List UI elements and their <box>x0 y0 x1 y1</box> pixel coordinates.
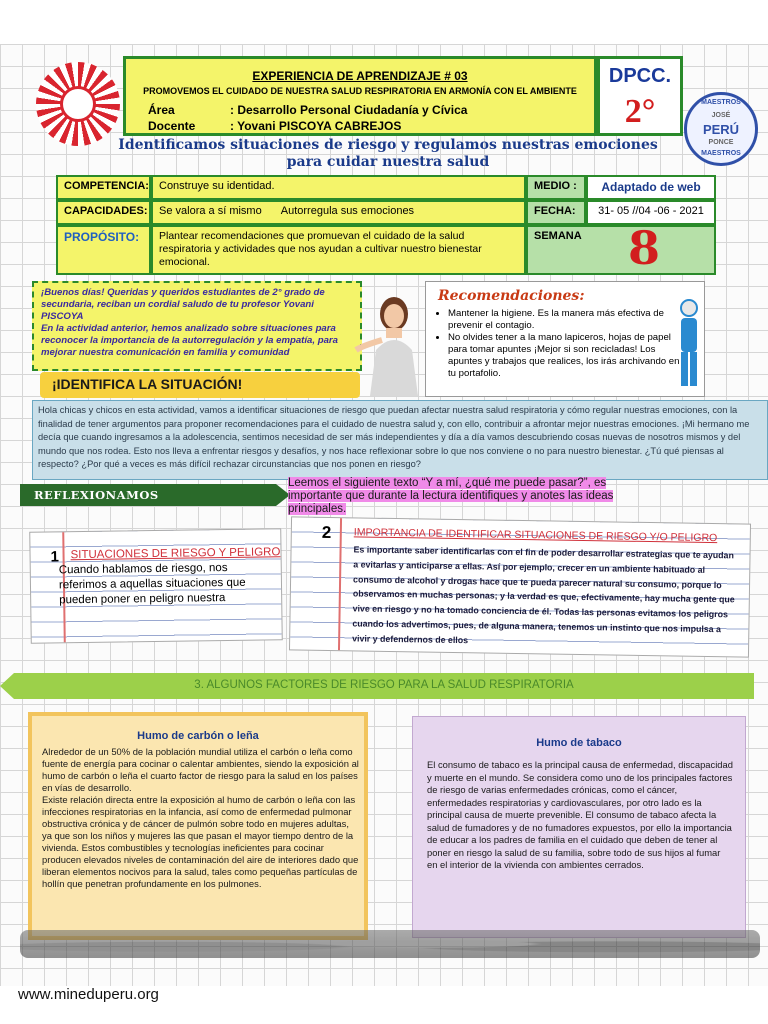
course-name: DPCC. <box>608 65 672 87</box>
note2-body: Es importante saber identificarlas con el fin de poder desarrollar estrategias que te ayudan a evitarlas y anticiparse a ellas. Así por ejemplo, crecer en un ambiente habituado al consumo de alcohol y drogas hace que te pueda parecer natural su consumo, porque lo observamos en muchas personas; y la verdad es que, efectivamente, hay mucha gente que vive en riesgo y no ha tomado conciencia de él. Todas las personas evitamos los peligros cuando los advertimos, pues, de alguna manera, tenemos un instinto que nos impulsa a vivir y defendernos de ellos <box>352 544 735 645</box>
recommendations-title: Recomendaciones: <box>438 288 585 304</box>
card-charcoal-smoke <box>28 712 368 940</box>
note-card-importance <box>289 516 751 657</box>
seal-country: PERÚ <box>702 122 740 137</box>
header-box <box>123 56 597 136</box>
note-card-situations <box>29 528 283 644</box>
footer-website: www.mineduperu.org <box>18 986 159 1003</box>
recommendation-item: • No olvides tener a la mano lapiceros, hojas de papel para tomar apuntes ¡Mejor si son recicladas! Los apuntes y trabajos que realices, los irás archivando en tu portafolio. <box>448 332 683 380</box>
semana-number: 8 <box>628 221 661 275</box>
note2-title: IMPORTANCIA DE IDENTIFICAR SITUACIONES DE RIESGO Y/O PELIGRO <box>353 526 718 545</box>
card-charcoal-title: Humo de carbón o leña <box>137 730 259 742</box>
card-tobacco-body: El consumo de tabaco es la principal causa de enfermedad, discapacidad y muerte en el mundo. Se considera como uno de los principales factores de riesgo de varias enfermedades crónicas, como el cáncer, enfermedades respiratorias y cardiovasculares, por otro lado es la principal causa de muerte prevenible. El consumo de tabaco afecta la salud de fumadores y de no fumadores expuestos, por ello la importancia de educar a los padres de familia en el cuidado que deben de tener al poner en riesgo la salud de su familia, sobre todo de sus hijos al fumar en el interior de la vivienda con ambientes cerrados. <box>427 759 733 870</box>
seal-name: JOSÉ <box>711 112 731 119</box>
factors-ribbon <box>14 673 754 699</box>
capacidad-2: Autorregula sus emociones <box>280 205 415 217</box>
intro-text: Hola chicas y chicos en esta actividad, vamos a identificar situaciones de riesgo que puedan afectar nuestra salud respiratoria y cómo regular nuestras emociones, con la finalidad de tener argumentos para proponer recomendaciones para el cuidado de nuestra salud y, con ello, contribuir a afrontar mejor nuestras emociones. ¡Mi hermano me decía que cuando ingresamos a la adolescencia, sentimos necesidad de ser más independientes y día a día vamos descubriendo cosas nuevas de nosotros mismos y del mundo que nos rodea. Esto nos lleva a enfrentar riesgos y desafíos, y nos hace reflexionar sobre lo que nos conviene o no para nuestro bienestar. ¿Tú qué piensas al respecto? ¿Por qué a veces es más difícil rechazar circunstancias que nos ponen en riesgo? <box>32 400 768 480</box>
title-line-2: para cuidar nuestra salud <box>286 154 490 170</box>
seal-bottom-text: PONCE <box>708 139 734 146</box>
note1-number: 1 <box>50 548 60 566</box>
recommendation-item: • Mantener la higiene. Es la manera más efectiva de prevenir el contagio. <box>448 308 683 332</box>
nurse-illustration <box>674 298 704 390</box>
reflexionamos-text: REFLEXIONAMOS <box>34 488 159 502</box>
recommendations-card <box>425 281 705 397</box>
capacidades-label: CAPACIDADES: <box>56 200 151 225</box>
medio-label: MEDIO : <box>526 175 586 200</box>
reflexionamos-banner <box>20 484 276 506</box>
competencia-label: COMPETENCIA: <box>56 175 151 200</box>
note1-title: SITUACIONES DE RIESGO Y PELIGRO <box>70 546 281 562</box>
area-value: : Desarrollo Personal Ciudadanía y Cívica <box>230 103 468 117</box>
semana-label: SEMANA <box>534 230 582 242</box>
factors-title: 3. ALGUNOS FACTORES DE RIESGO PARA LA SALUD RESPIRATORIA <box>194 679 574 691</box>
reading-instruction <box>288 477 640 515</box>
fecha-label: FECHA: <box>526 200 586 225</box>
course-box <box>597 56 683 136</box>
semana-box <box>526 221 716 275</box>
fecha-value: 31- 05 //04 -06 - 2021 <box>586 200 716 225</box>
reading-instruction-text: Leemos el siguiente texto “Y a mí, ¿qué me puede pasar?”, es importante que durante la lectura identifiques y anotes las ideas principales. <box>288 477 614 515</box>
teacher-value: : Yovani PISCOYA CABREJOS <box>230 119 402 133</box>
card-tobacco-title: Humo de tabaco <box>536 737 622 749</box>
seal-bottom-text-2: MAESTROS <box>701 150 741 157</box>
area-label: Área <box>148 103 175 117</box>
teacher-seal-logo <box>684 92 758 166</box>
identifica-banner-text: ¡IDENTIFICA LA SITUACIÓN! <box>52 376 243 392</box>
experience-title: EXPERIENCIA DE APRENDIZAJE # 03 <box>252 69 468 83</box>
proposito-value: Plantear recomendaciones que promuevan el cuidado de la salud respiratoria y actividades que nos ayudan a cultivar nuestro bienestar emocional. <box>151 225 526 275</box>
seal-top-text: MAESTROS <box>701 99 741 106</box>
recommendations-list <box>426 308 683 380</box>
grade: 2° <box>624 93 656 130</box>
capacidades-value <box>151 200 526 225</box>
greeting-card: ¡Buenos días! Queridas y queridos estudiantes de 2° grado de secundaria, reciban un cordial saludo de tu profesor Yovani PISCOYA En la actividad anterior, hemos analizado sobre situaciones para reconocer la importancia de la autorregulación y la empatía, para mejorar nuestra comunicación en familia y comunidad <box>32 281 362 371</box>
card-tobacco-smoke <box>412 716 746 938</box>
page-title <box>116 137 660 171</box>
medio-value: Adaptado de web <box>586 175 716 200</box>
institution-logo <box>36 62 120 146</box>
presenter-illustration <box>352 290 430 396</box>
experience-subtitle: PROMOVEMOS EL CUIDADO DE NUESTRA SALUD RESPIRATORIA EN ARMONÍA CON EL AMBIENTE <box>143 86 577 96</box>
decorative-rocks <box>20 930 760 958</box>
card-charcoal-body: Alrededor de un 50% de la población mundial utiliza el carbón o leña como fuente de energía para cocinar o calentar ambientes, siendo la exposición al humo de carbón o leña el cuarto factor de riesgo para la salud en los países en vías de desarrollo. Existe relación directa entre la exposición al humo de carbón o leña con las infecciones respiratorias en la infancia, así como de enfermedad pulmonar obstructiva crónica y de cáncer de pulmón sobre todo en mujeres adultas, ya que son los niños y mujeres las que pasan el mayor tiempo dentro de la vivienda. Estos combustibles y tecnologías ineficientes para cocinar producen elevados niveles de contaminación del aire de interiores dado que liberan elementos nocivos para la salud, tales como pequeñas partículas de hollín que penetran profundamente en los pulmones. <box>42 746 359 889</box>
competencia-value: Construye su identidad. <box>151 175 526 200</box>
note1-body: Cuando hablamos de riesgo, nos referimos a aquellas situaciones que pueden poner en peligro nuestra <box>58 562 246 607</box>
teacher-label: Docente <box>148 119 196 133</box>
note2-number: 2 <box>321 522 332 543</box>
identifica-banner <box>40 372 360 398</box>
title-line-1: Identificamos situaciones de riesgo y regulamos nuestras emociones <box>118 137 658 153</box>
proposito-label: PROPÓSITO: <box>56 225 151 275</box>
capacidad-1: Se valora a sí mismo <box>159 205 262 217</box>
